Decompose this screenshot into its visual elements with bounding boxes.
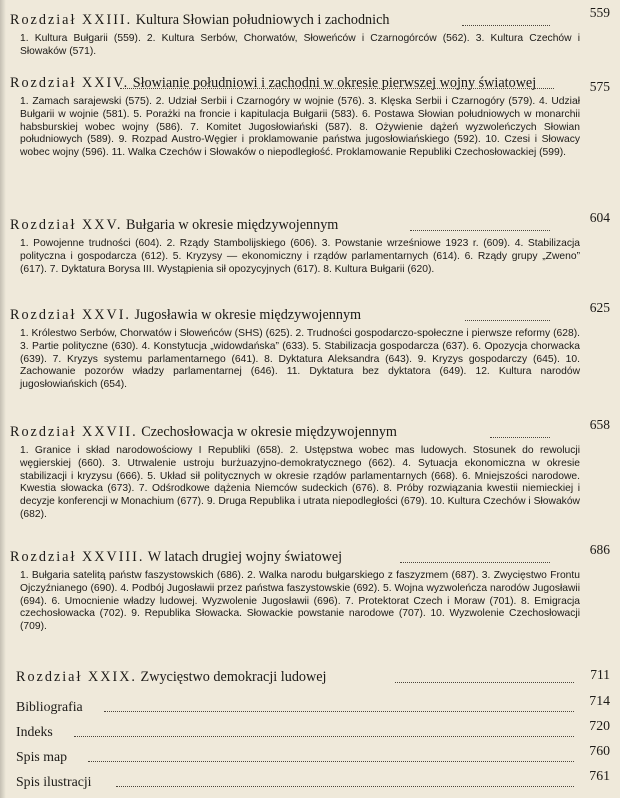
entry-label: Indeks <box>16 724 53 739</box>
chapter-subsections: 1. Bułgaria satelitą państw faszystowskich (686). 2. Walka narodu bułgarskiego z faszyzmem (687). 3. Zwycięstwo Frontu Ojczyźnianego (690). 4. Podbój Jugosławii przez państwa faszystowskie (692). 5. Wojna wyzwoleńcza narodów Jugosławii (694). 6. Umocnienie władzy ludowej. Wyzwolenie Jugosławii (696). 7. Protektorat Czech i Moraw (701). 8. Emigracja czechosłowacka (702). 9. Republika Słowacka. Słowackie powstanie narodowe (707). 10. Wyzwolenie Czechosłowacji (709). <box>20 570 580 633</box>
toc-entry-maps <box>16 743 610 767</box>
dot-leader <box>395 682 574 683</box>
chapter-number: Rozdział XXIV. <box>10 75 130 91</box>
chapter-heading <box>10 74 610 93</box>
page-gutter-shadow <box>0 0 6 798</box>
chapter-number: Rozdział XXIII. <box>10 12 133 28</box>
page-number: 761 <box>589 768 610 783</box>
chapter-subsections: 1. Granice i skład narodowościowy I Republiki (658). 2. Ustępstwa wobec mas ludowych. Stosunek do rewolucji węgierskiej (660). 3. Utrwalenie ustroju burżuazyjno-demokratycznego (662). 4. Sytuacja ekonomiczna w okresie stabilizacji i kryzysu (666). 5. Układ sił politycznych w okresie rządów parlamentarnych (668). 6. Mniejszości narodowe. Kwestia słowacka (673). 7. Odśrodkowe dążenia Niemców sudeckich (676). 8. Próby rozwiązania kwestii niemieckiej i decyzje konferencji w Monachium (677). 9. Druga Republika i utrata niepodległości (679). 10. Kultura Czechów i Słowaków (682). <box>20 445 580 520</box>
chapter-xxix <box>10 668 610 687</box>
entry-label: Spis map <box>16 749 67 764</box>
chapter-heading <box>10 417 610 442</box>
toc-entry-bibliography <box>16 693 610 717</box>
chapter-heading <box>10 5 610 30</box>
dot-leader <box>400 562 550 563</box>
chapter-title: Kultura Słowian południowych i zachodnich <box>135 12 390 28</box>
dot-leader <box>120 88 554 89</box>
toc-entry-illustrations <box>16 768 610 792</box>
chapter-subsections: 1. Zamach sarajewski (575). 2. Udział Serbii i Czarnogóry w wojnie (576). 3. Klęska Serbii i Czarnogóry (579). 4. Udział Bułgarii w wojnie (581). 5. Porażki na froncie i kapitulacja Bułgarii (583). 6. Postawa Słowian południowych w monarchii habsburskiej wobec wojny (586). 7. Komitet Jugosłowiański (587). 8. Ożywienie dążeń wyzwoleńczych Słowian południowych (589). 9. Rozpad Austro-Węgier i proklamowanie państwa jugosłowiańskiego (592). 10. Czesi i Słowacy wobec wojny (596). 11. Walka Czechów i Słowaków o niepodległość. Proklamowanie Republiki Czechosłowackiej (599). <box>20 96 580 159</box>
chapter-title: Bułgaria w okresie międzywojennym <box>125 217 339 233</box>
dot-leader <box>116 786 574 787</box>
chapter-title: Zwycięstwo demokracji ludowej <box>140 669 327 685</box>
chapter-xxviii <box>10 542 610 634</box>
chapter-subsections: 1. Kultura Bułgarii (559). 2. Kultura Serbów, Chorwatów, Słoweńców i Czarnogórców (562). 3. Kultura Czechów i Słowaków (571). <box>20 33 580 57</box>
chapter-title: Czechosłowacja w okresie międzywojennym <box>141 424 397 440</box>
entry-label: Spis ilustracji <box>16 774 92 789</box>
chapter-heading <box>10 542 610 567</box>
chapter-number: Rozdział XXIX. <box>16 669 137 685</box>
chapter-title: Jugosławia w okresie międzywojennym <box>134 307 362 323</box>
chapter-subsections: 1. Królestwo Serbów, Chorwatów i Słoweńców (SHS) (625). 2. Trudności gospodarczo-społeczne i pierwsze reformy (628). 3. Partie polityczne (630). 4. Konstytucja „widowdańska” (633). 5. Stabilizacja gospodarcza (637). 6. Opozycja chorwacka (639). 7. Kryzys systemu parlamentarnego (641). 8. Dyktatura Aleksandra (643). 9. Kryzys gospodarczy (645). 10. Zachowanie pozorów władzy parlamentarnej (646). 11. Dyktatura bez dyktatora (649). 12. Kultura narodów jugosłowiańskich (654). <box>20 328 580 391</box>
page-number: 720 <box>589 718 610 733</box>
dot-leader <box>490 437 550 438</box>
chapter-xxvii <box>10 417 610 522</box>
chapter-number: Rozdział XXVII. <box>10 424 138 440</box>
chapter-number: Rozdział XXVIII. <box>10 549 145 565</box>
dot-leader <box>104 711 574 712</box>
chapter-number: Rozdział XXVI. <box>10 307 131 323</box>
page-number: 714 <box>589 693 610 708</box>
chapter-xxv <box>10 210 610 276</box>
chapter-xxiii <box>10 5 610 59</box>
page-number: 711 <box>590 667 610 682</box>
dot-leader <box>88 761 574 762</box>
dot-leader <box>410 230 550 231</box>
dot-leader <box>465 320 550 321</box>
toc-entry-index <box>16 718 610 742</box>
page-number: 575 <box>589 79 610 94</box>
page-number: 604 <box>589 210 610 225</box>
page-number: 760 <box>589 743 610 758</box>
entry-label: Bibliografia <box>16 699 83 714</box>
chapter-heading <box>10 210 610 235</box>
chapter-subsections: 1. Powojenne trudności (604). 2. Rządy Stambolijskiego (606). 3. Powstanie wrześniowe 1923 r. (609). 4. Stabilizacja polityczna i gospodarcza (612). 5. Kryzysy — ekonomiczny i rządów parlamentarnych (614). 6. Rządy grupy „Zweno” (617). 7. Dyktatura Borysa III. Wystąpienia sił opozycyjnych (617). 8. Kultura Bułgarii (620). <box>20 238 580 275</box>
chapter-xxvi <box>10 300 610 392</box>
page-number: 686 <box>589 542 610 557</box>
page-number: 625 <box>589 300 610 315</box>
page-number: 658 <box>589 417 610 432</box>
page-number: 559 <box>589 5 610 20</box>
chapter-title: Słowianie południowi i zachodni w okresie pierwszej wojny światowej <box>132 75 537 91</box>
chapter-xxiv <box>10 74 610 160</box>
chapter-heading <box>10 300 610 325</box>
dot-leader <box>462 25 550 26</box>
chapter-heading <box>10 668 610 687</box>
chapter-title: W latach drugiej wojny światowej <box>147 549 343 565</box>
dot-leader <box>74 736 574 737</box>
chapter-number: Rozdział XXV. <box>10 217 123 233</box>
